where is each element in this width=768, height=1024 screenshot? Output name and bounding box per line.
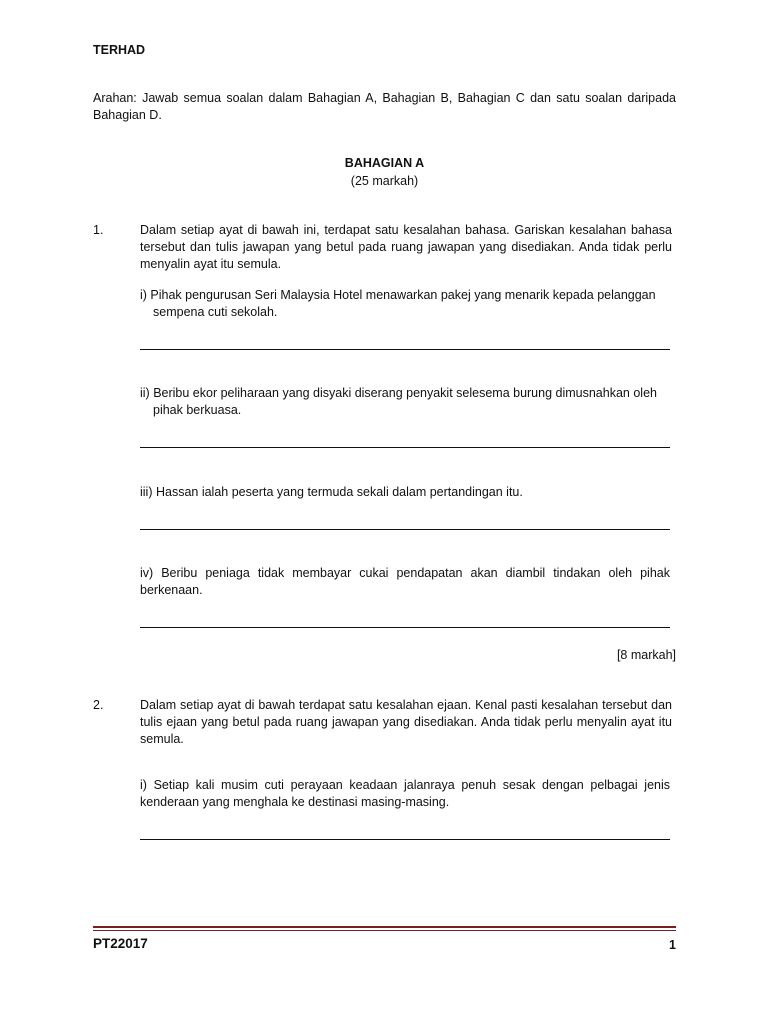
question-item: [140, 287, 672, 321]
instructions: Arahan: Jawab semua soalan dalam Bahagian A, Bahagian B, Bahagian C dan satu soalan daripada Bahagian D.: [93, 91, 676, 122]
marks-label: [8 markah]: [616, 648, 676, 662]
item-text-line1: ii) Beribu ekor peliharaan yang disyaki diserang penyakit selesema burung dimusnahkan oleh: [140, 386, 657, 400]
question-number: 1.: [93, 223, 104, 237]
question-text: Dalam setiap ayat di bawah terdapat satu kesalahan ejaan. Kenal pasti kesalahan tersebut dan tulis ejaan yang betul pada ruang jawapan yang disediakan. Anda tidak perlu menyalin ayat itu semula.: [140, 698, 672, 746]
question-item: [140, 484, 672, 501]
item-text-line2: sempena cuti sekolah.: [153, 305, 278, 319]
question-number: 2.: [93, 698, 104, 712]
section-marks: (25 markah): [350, 174, 419, 188]
footer-rule: [93, 926, 676, 928]
classification-label: TERHAD: [93, 43, 146, 57]
answer-line[interactable]: [140, 839, 670, 840]
question-item: [140, 385, 672, 419]
answer-line[interactable]: [140, 627, 670, 628]
question-item: [140, 565, 670, 599]
item-text-line1: i) Pihak pengurusan Seri Malaysia Hotel menawarkan pakej yang menarik kepada pelanggan: [140, 288, 656, 302]
footer-rule: [93, 930, 676, 931]
answer-line[interactable]: [140, 447, 670, 448]
answer-line[interactable]: [140, 529, 670, 530]
document-code: PT22017: [93, 936, 148, 951]
question-text: Dalam setiap ayat di bawah ini, terdapat satu kesalahan bahasa. Gariskan kesalahan bahasa tersebut dan tulis jawapan yang betul pada ruang jawapan yang disediakan. Anda tidak perlu menyalin ayat itu semula.: [140, 223, 672, 271]
section-title: BAHAGIAN A: [344, 156, 425, 170]
item-text: iv) Beribu peniaga tidak membayar cukai pendapatan akan diambil tindakan oleh pihak berkenaan.: [140, 566, 670, 597]
page-number: 1: [669, 938, 676, 952]
item-text: i) Setiap kali musim cuti perayaan keadaan jalanraya penuh sesak dengan pelbagai jenis kenderaan yang menghala ke destinasi masing-masing.: [140, 778, 670, 809]
item-text-line1: iii) Hassan ialah peserta yang termuda sekali dalam pertandingan itu.: [140, 485, 523, 499]
item-text-line2: pihak berkuasa.: [153, 403, 242, 417]
answer-line[interactable]: [140, 349, 670, 350]
question-item: [140, 777, 670, 811]
